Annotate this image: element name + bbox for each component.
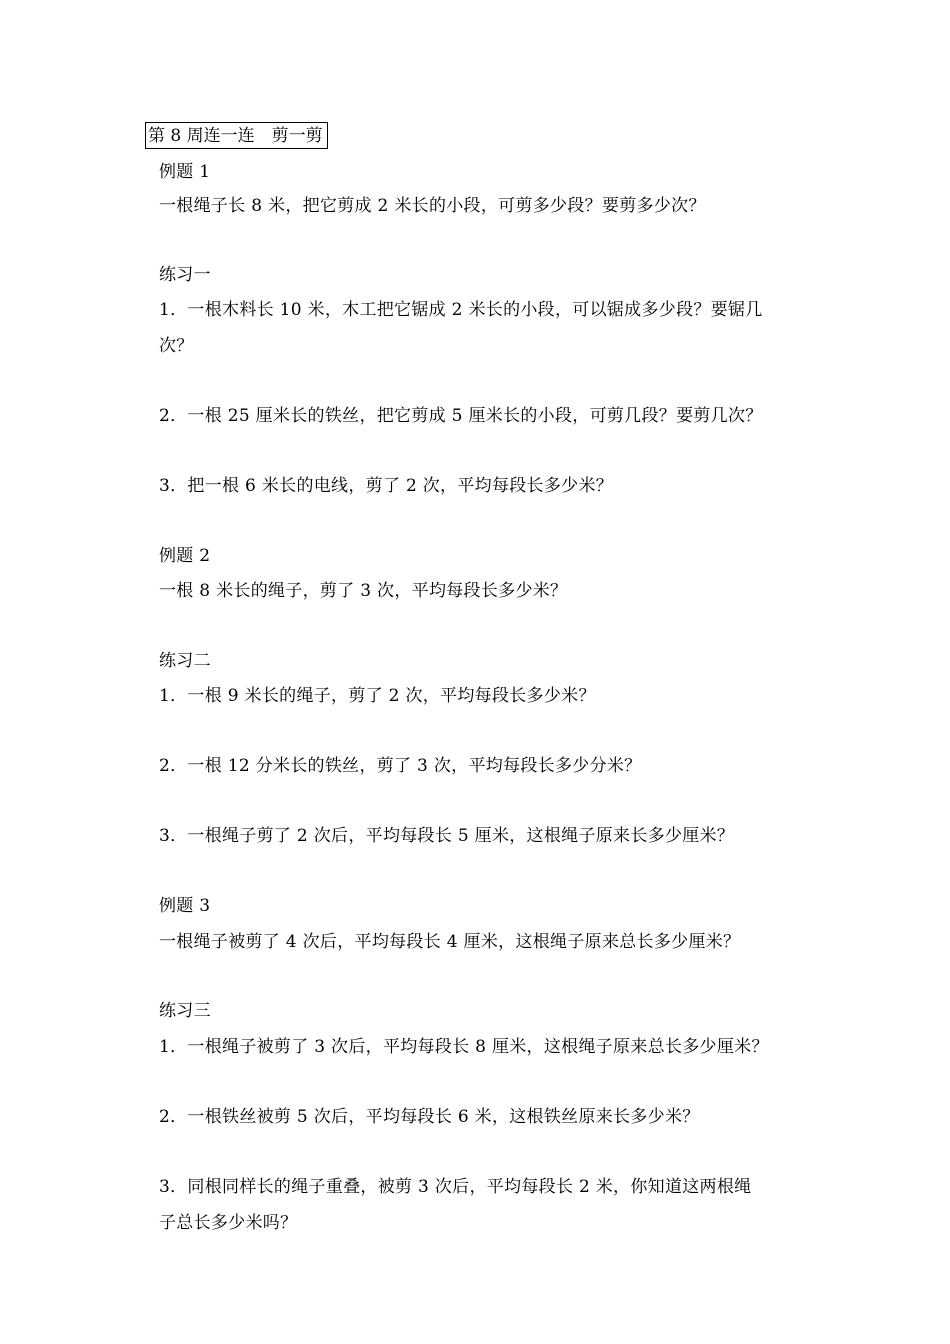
practice-3-heading: 练习三 <box>159 1001 211 1021</box>
example-1-text: 一根绳子长 8 米，把它剪成 2 米长的小段，可剪多少段？要剪多少次？ <box>159 196 706 216</box>
practice-1-question-3: 3．把一根 6 米长的电线，剪了 2 次，平均每段长多少米？ <box>159 476 614 496</box>
practice-2-question-2: 2．一根 12 分米长的铁丝，剪了 3 次，平均每段长多少分米？ <box>159 756 642 776</box>
example-1-heading: 例题 1 <box>159 162 211 182</box>
practice-3-question-3-line-1: 3．同根同样长的绳子重叠，被剪 3 次后，平均每段长 2 米，你知道这两根绳 <box>159 1177 752 1197</box>
practice-1-heading: 练习一 <box>159 265 211 285</box>
example-2-heading: 例题 2 <box>159 546 211 566</box>
practice-3-question-3-line-2: 子总长多少米吗？ <box>159 1213 298 1233</box>
practice-3-question-2: 2．一根铁丝被剪 5 次后，平均每段长 6 米，这根铁丝原来长多少米？ <box>159 1107 700 1127</box>
practice-1-question-1-line-1: 1．一根木料长 10 米，木工把它锯成 2 米长的小段，可以锯成多少段？要锯几 <box>159 300 763 320</box>
practice-1-question-2: 2．一根 25 厘米长的铁丝，把它剪成 5 厘米长的小段，可剪几段？要剪几次？ <box>159 406 763 426</box>
practice-1-question-1-line-2: 次？ <box>159 336 194 356</box>
example-3-text: 一根绳子被剪了 4 次后，平均每段长 4 厘米，这根绳子原来总长多少厘米？ <box>159 932 741 952</box>
example-2-text: 一根 8 米长的绳子，剪了 3 次，平均每段长多少米？ <box>159 581 568 601</box>
practice-2-question-1: 1．一根 9 米长的绳子，剪了 2 次，平均每段长多少米？ <box>159 686 596 706</box>
example-3-heading: 例题 3 <box>159 896 211 916</box>
page-title: 第 8 周连一连 剪一剪 <box>145 122 328 149</box>
practice-3-question-1: 1．一根绳子被剪了 3 次后，平均每段长 8 厘米，这根绳子原来总长多少厘米？ <box>159 1037 769 1057</box>
practice-2-heading: 练习二 <box>159 651 211 671</box>
practice-2-question-3: 3．一根绳子剪了 2 次后，平均每段长 5 厘米，这根绳子原来长多少厘米？ <box>159 826 735 846</box>
